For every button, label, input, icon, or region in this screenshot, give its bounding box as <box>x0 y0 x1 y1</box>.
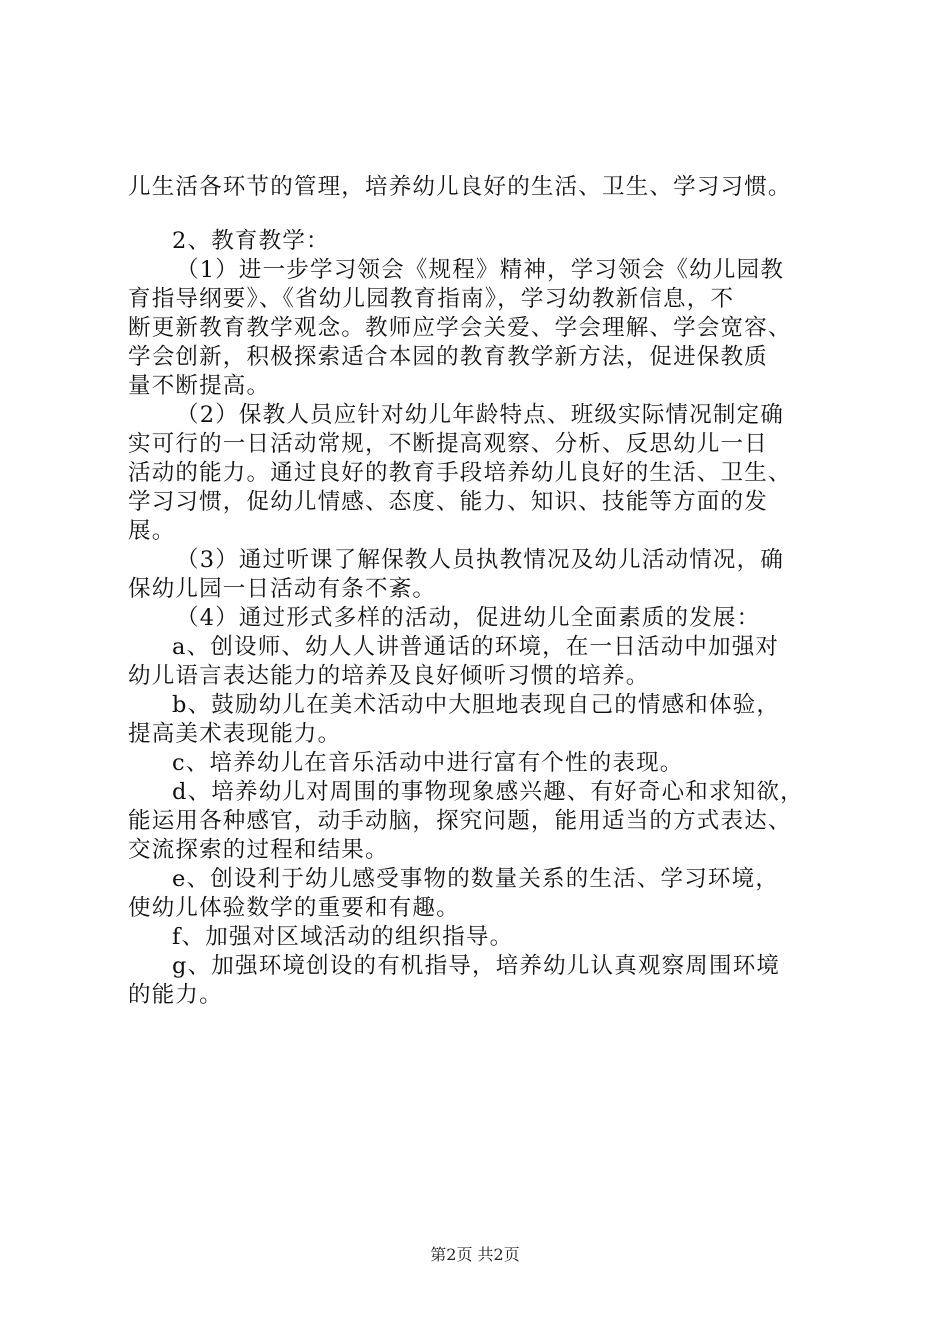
paragraph-line: （3）通过听课了解保教人员执教情况及幼儿活动情况，确 <box>176 547 785 573</box>
paragraph-line: 的能力。 <box>128 982 223 1008</box>
paragraph-line: （2）保教人员应针对幼儿年龄特点、班级实际情况制定确 <box>176 402 785 428</box>
document-body <box>128 173 848 1010</box>
paragraph-line: 幼儿语言表达能力的培养及良好倾听习惯的培养。 <box>128 663 650 689</box>
paragraph-line: 量不断提高。 <box>128 373 271 399</box>
list-item-d: d、培养幼儿对周围的事物现象感兴趣、有好奇心和求知欲， <box>172 779 804 805</box>
page-number-footer: 第2页 共2页 <box>430 1245 520 1264</box>
paragraph-line: 断更新教育教学观念。教师应学会关爱、学会理解、学会宽容、 <box>128 315 792 341</box>
paragraph-line: 学会创新，积极探索适合本园的教育教学新方法，促进保教质 <box>128 344 768 370</box>
list-item-e: e、创设利于幼儿感受事物的数量关系的生活、学习环境， <box>172 866 780 892</box>
paragraph-line: （4）通过形式多样的活动，促进幼儿全面素质的发展： <box>176 605 761 631</box>
list-item-a: a、创设师、幼人人讲普通话的环境，在一日活动中加强对 <box>172 634 780 660</box>
paragraph-line: 保幼儿园一日活动有条不紊。 <box>128 576 437 602</box>
list-item-b: b、鼓励幼儿在美术活动中大胆地表现自己的情感和体验， <box>172 692 781 718</box>
paragraph-line: 能运用各种感官，动手动脑，探究问题，能用适当的方式表达、 <box>128 808 792 834</box>
paragraph-line: 育指导纲要》、《省幼儿园教育指南》，学习幼教新信息，不 <box>128 286 735 312</box>
paragraph-line: 实可行的一日活动常规，不断提高观察、分析、反思幼儿一日 <box>128 431 768 457</box>
paragraph-line: 提高美术表现能力。 <box>128 721 342 747</box>
paragraph-line: 展。 <box>128 518 176 544</box>
paragraph-line: 使幼儿体验数学的重要和有趣。 <box>128 895 460 921</box>
paragraph-line: 交流探索的过程和结果。 <box>128 837 389 863</box>
paragraph-line: （1）进一步学习领会《规程》精神，学习领会《幼儿园教 <box>176 257 785 283</box>
list-item-c: c、培养幼儿在音乐活动中进行富有个性的表现。 <box>172 750 684 776</box>
paragraph-line: 活动的能力。通过良好的教育手段培养幼儿良好的生活、卫生、 <box>128 460 792 486</box>
list-item-f: f、加强对区域活动的组织指导。 <box>172 924 514 950</box>
paragraph-line: 儿生活各环节的管理，培养幼儿良好的生活、卫生、学习习惯。 <box>128 174 792 200</box>
list-item-g: g、加强环境创设的有机指导，培养幼儿认真观察周围环境 <box>172 953 781 979</box>
paragraph-line: 学习习惯，促幼儿情感、态度、能力、知识、技能等方面的发 <box>128 489 768 515</box>
section-heading: 2、教育教学： <box>172 228 330 254</box>
